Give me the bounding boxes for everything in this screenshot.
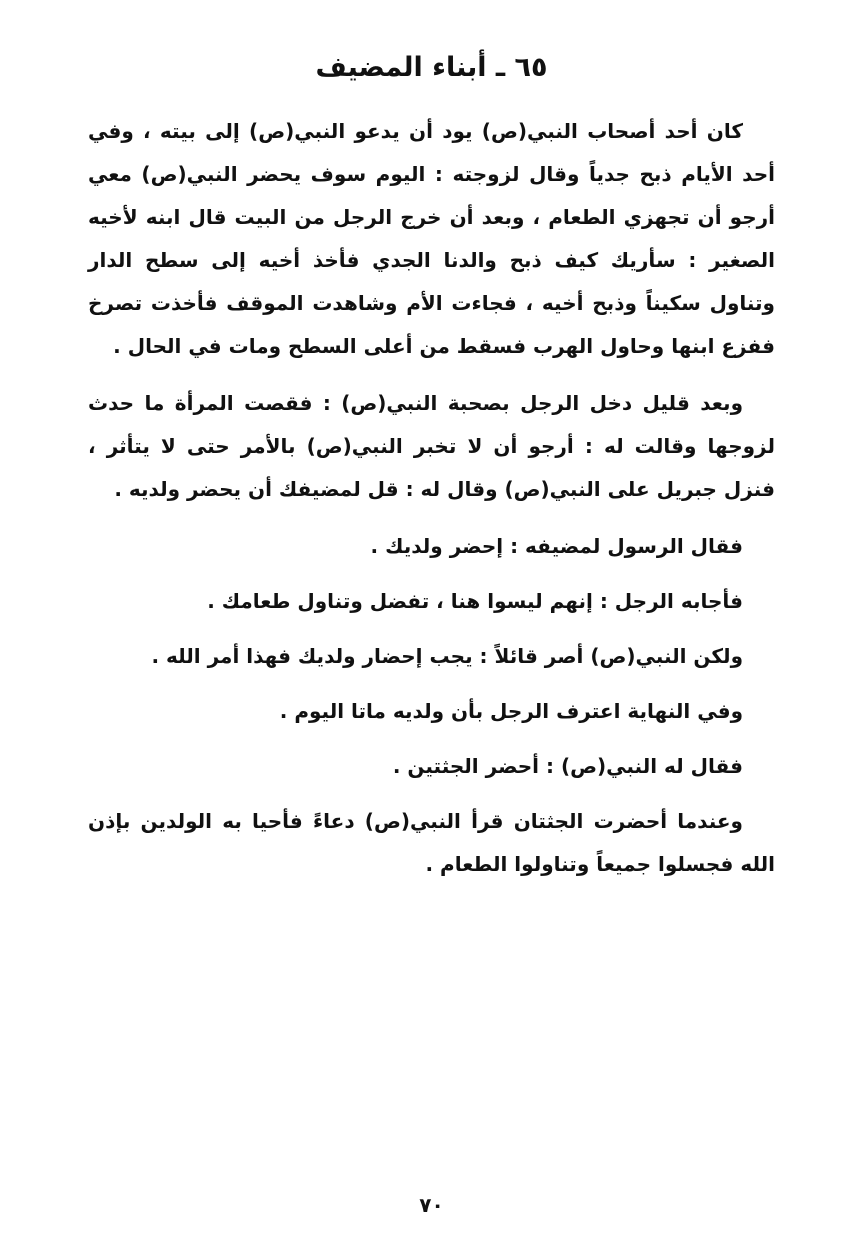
paragraph-2: وبعد قليل دخل الرجل بصحبة النبي(ص) : فقصت المرأة ما حدث لزوجها وقالت له : أرجو أن لا تخبر النبي(ص) بالأمر حتى لا يتأثر ، فنزل جبريل على النبي(ص) وقال له : قل لمضيفك أن يحضر ولديه . [88, 391, 775, 501]
story-text [88, 110, 775, 900]
paragraph-5: ولكن النبي(ص) أصر قائلاً : يجب إحضار ولديك فهذا أمر الله . [151, 644, 743, 668]
page-title: ٦٥ ـ أبناء المضيف [315, 52, 548, 83]
paragraph-1: كان أحد أصحاب النبي(ص) يود أن يدعو النبي(ص) إلى بيته ، وفي أحد الأيام ذبح جدياً وقال لزوجته : اليوم سوف يحضر النبي(ص) معي أرجو أن تجهزي الطعام ، وبعد أن خرج الرجل من البيت قال ابنه لأخيه الصغير : سأريك كيف ذبح والدنا الجدي فأخذ أخيه إلى سطح الدار وتناول سكيناً وذبح أخيه ، فجاءت الأم وشاهدت الموقف فأخذت تصرخ ففزع ابنها وحاول الهرب فسقط من أعلى السطح ومات في الحال . [88, 119, 775, 358]
paragraph-3: فقال الرسول لمضيفه : إحضر ولديك . [370, 534, 743, 558]
paragraph-8: وعندما أحضرت الجثتان قرأ النبي(ص) دعاءً فأحيا به الولدين بإذن الله فجسلوا جميعاً وتناولوا الطعام . [88, 809, 775, 876]
page-number: ٧٠ [419, 1193, 444, 1217]
paragraph-4: فأجابه الرجل : إنهم ليسوا هنا ، تفضل وتناول طعامك . [207, 589, 743, 613]
paragraph-6: وفي النهاية اعترف الرجل بأن ولديه ماتا اليوم . [279, 699, 743, 723]
paragraph-7: فقال له النبي(ص) : أحضر الجثتين . [392, 754, 743, 778]
